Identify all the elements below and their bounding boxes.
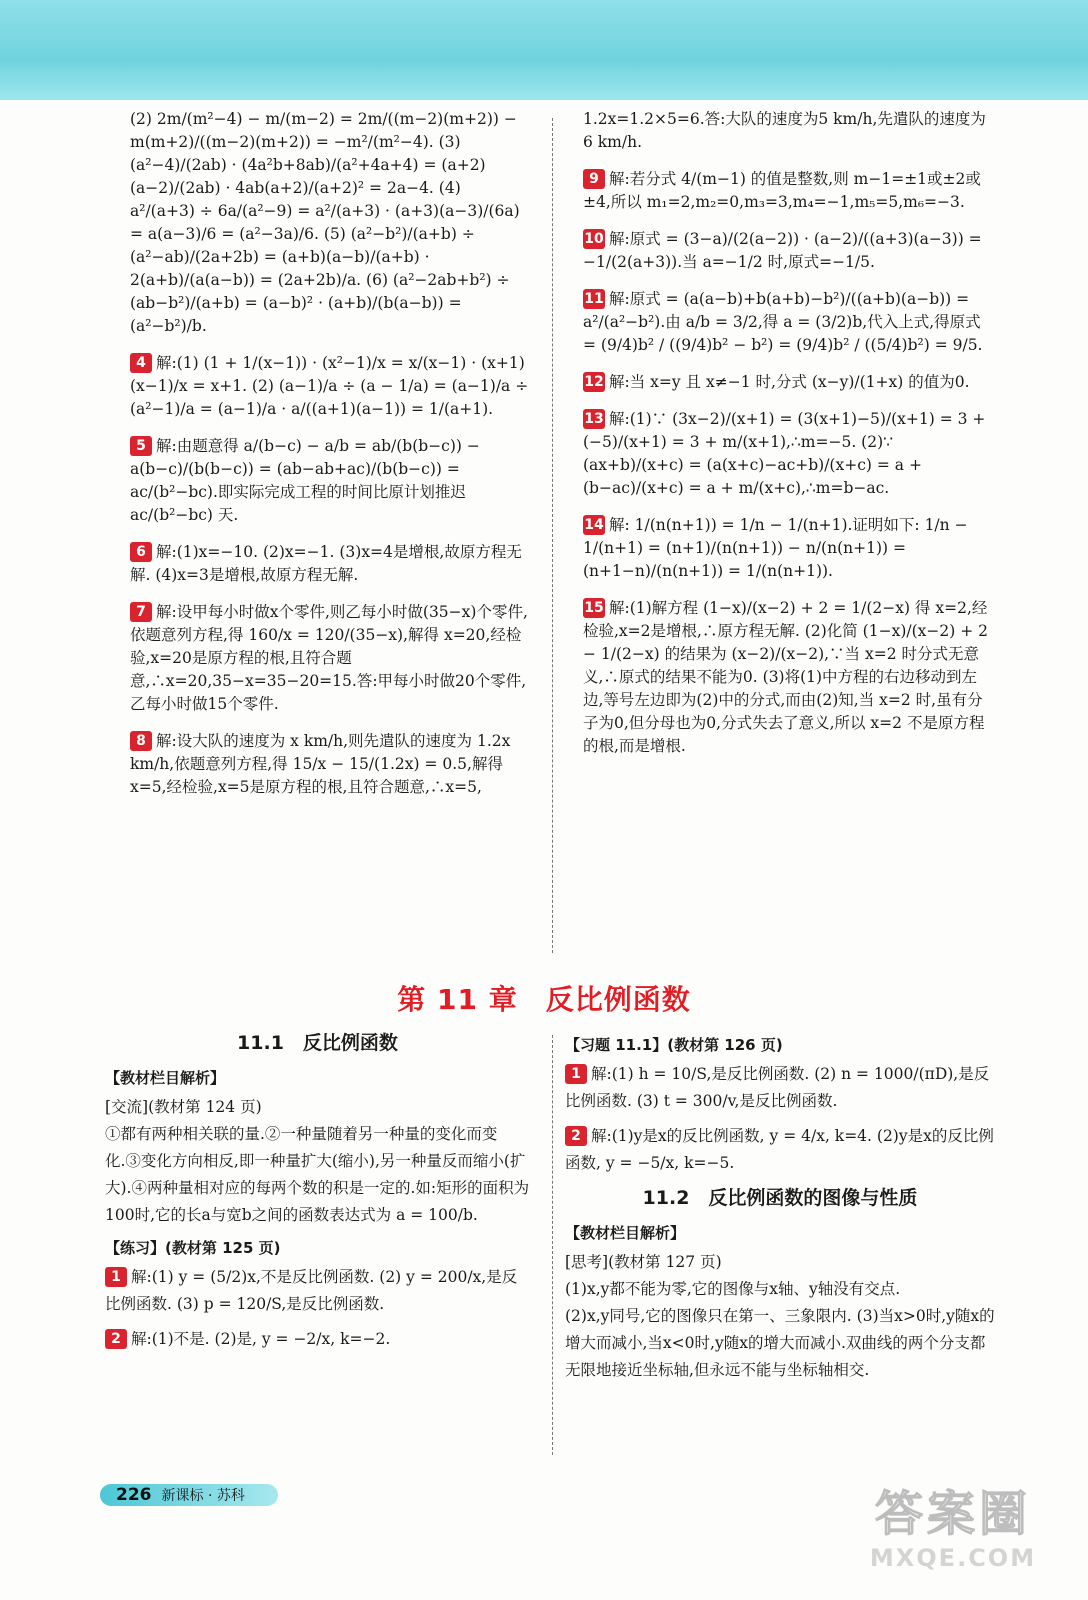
question-number-badge: 6 [130,542,152,562]
answer-text: 解:设大队的速度为 x km/h,则先遣队的速度为 1.2x km/h,依题意列方程,得 15/x − 15/(1.2x) = 0.5,解得 x=5,经检验,x=5是原方程的根,且符合题意,∴x=5, [130,732,511,796]
right-answer-column [583,108,995,772]
answer-text: 解:(1)y是x的反比例函数, y = 4/x, k=4. (2)y是x的反比例函数, y = −5/x, k=−5. [565,1127,994,1172]
question-number-badge: 7 [130,602,152,622]
top-color-band [0,0,1088,100]
answer-text: 解:(1)∵ (3x−2)/(x+1) = (3(x+1)−5)/(x+1) = 3 + (−5)/(x+1) = 3 + m/(x+1),∴m=−5. (2)∵ (ax+b)/(x+c) = (a(x+c)−ac+b)/(x+c) = a + (b−ac)/(x+c) = a + m/(x+c),∴m=b−ac. [583,410,986,497]
think-answer-1: (1)x,y都不能为零,它的图像与x轴、y轴没有交点. [565,1280,901,1298]
answer-item-5 [130,435,530,527]
answer-text: 解:原式 = (a(a−b)+b(a+b)−b²)/((a+b)(a−b)) = a²/(a²−b²).由 a/b = 3/2,得 a = (3/2)b,代入上式,得原式 = (9/4)b² / ((9/4)b² − b²) = (9/4)b² / ((5/4)b²) = 9/5. [583,290,983,354]
answer-text: 1.2x=1.2×5=6.答:大队的速度为5 km/h,先遣队的速度为6 km/h. [583,110,986,151]
watermark-url: MXQE.COM [869,1544,1037,1572]
answer-item-15 [583,597,995,758]
answer-item-10 [583,228,995,274]
answer-text: 解: 1/(n(n+1)) = 1/n − 1/(n+1).证明如下: 1/n − 1/(n+1) = (n+1)/(n(n+1)) − n/(n(n+1)) = (n+1−n)/(n(n+1)) = 1/(n(n+1)). [583,516,968,580]
question-number-badge: 12 [584,374,604,390]
question-number-badge: 9 [583,169,605,189]
answer-text: 解:设甲每小时做x个零件,则乙每小时做(35−x)个零件,依题意列方程,得 160/x = 120/(35−x),解得 x=20,经检验,x=20是原方程的根,且符合题意,∴x=20,35−x=35−20=15.答:甲每小时做20个零件,乙每小时做15个零件. [130,603,528,713]
answer-text: 解:由题意得 a/(b−c) − a/b = ab/(b(b−c)) − a(b−c)/(b(b−c)) = (ab−ab+ac)/(b(b−c)) = ac/(b²−bc).即实际完成工程的时间比原计划推迟 ac/(b²−bc) 天. [130,437,480,524]
question-number-badge: 11 [584,291,604,307]
chapter-heading [0,978,1088,1018]
answer-text: 解:(1)不是. (2)是, y = −2/x, k=−2. [131,1330,391,1348]
question-number-badge: 2 [105,1329,127,1349]
answer-item-13 [583,408,995,500]
chapter-title: 反比例函数 [545,983,691,1016]
watermark-logo-text: 答案圈 [874,1486,1031,1542]
answer-text: 解:原式 = (3−a)/(2(a−2)) · (a−2)/((a+3)(a−3)) = −1/(2(a+3)).当 a=−1/2 时,原式=−1/5. [583,230,982,271]
answer-item-3-cont [130,108,530,338]
think-answer-2: (2)x,y同号,它的图像只在第一、三象限内. (3)当x>0时,y随x的增大而减小,当x<0时,y随x的增大而减小.双曲线的两个分支都无限地接近坐标轴,但永远不能与坐标轴相交. [565,1307,995,1379]
section-heading: 【教材栏目解析】 [565,1224,686,1242]
question-number-badge: 8 [130,731,152,751]
answer-item-6 [130,541,530,587]
answer-text: 解:当 x=y 且 x≠−1 时,分式 (x−y)/(1+x) 的值为0. [609,373,970,391]
question-number-badge: 14 [584,517,604,533]
answer-text: 解:(1) (1 + 1/(x−1)) · (x²−1)/x = x/(x−1) · (x+1)(x−1)/x = x+1. (2) (a−1)/a ÷ (a − 1/a) = (a−1)/a ÷ (a²−1)/a = (a−1)/a · a/((a+1)(a−1)) = 1/(a+1). [130,354,529,418]
column-divider [552,1035,553,1455]
answer-text: 解:若分式 4/(m−1) 的值是整数,则 m−1=±1或±2或±4,所以 m₁=2,m₂=0,m₃=3,m₄=−1,m₅=5,m₆=−3. [583,170,981,211]
exercise-item-1 [565,1061,995,1115]
practice-item-1 [105,1264,530,1318]
page-footer [100,1484,278,1506]
answer-item-9 [583,168,995,214]
answer-item-7 [130,601,530,716]
question-number-badge: 15 [584,600,604,616]
question-number-badge: 1 [105,1267,127,1287]
section-title: 11.1 反比例函数 [237,1032,398,1054]
question-number-badge: 5 [130,436,152,456]
section-11-1 [105,1030,530,1367]
answer-item-8-cont [583,108,995,154]
answer-text: 解:(1) y = (5/2)x,不是反比例函数. (2) y = 200/x,是反比例函数. (3) p = 120/S,是反比例函数. [105,1268,518,1313]
sub-heading: [交流](教材第 124 页) [105,1098,262,1116]
question-number-badge: 1 [565,1064,587,1084]
answer-item-8 [130,730,530,799]
exercise-item-2 [565,1123,995,1177]
question-number-badge: 10 [584,231,604,247]
answer-item-11 [583,288,995,357]
section-heading: 【习题 11.1】(教材第 126 页) [565,1036,783,1054]
site-watermark [848,1485,1058,1585]
answer-item-12 [583,371,995,394]
left-answer-column [130,108,530,813]
sub-heading: [思考](教材第 127 页) [565,1253,722,1271]
exchange-answer: ①都有两种相关联的量.②一种量随着另一种量的变化而变化.③变化方向相反,即一种量扩大(缩小),另一种量反而缩小(扩大).④两种量相对应的每两个数的积是一定的.如:矩形的面积为100时,它的长a与宽b之间的函数表达式为 a = 100/b. [105,1125,530,1224]
section-title: 11.2 反比例函数的图像与性质 [642,1187,918,1209]
section-heading: 【教材栏目解析】 [105,1069,226,1087]
exercise-11-1 [565,1030,995,1384]
answer-text: 解:(1)x=−10. (2)x=−1. (3)x=4是增根,故原方程无解. (4)x=3是增根,故原方程无解. [130,543,522,584]
answer-text: 解:(1) h = 10/S,是反比例函数. (2) n = 1000/(πD),是反比例函数. (3) t = 300/v,是反比例函数. [565,1065,990,1110]
answer-item-4 [130,352,530,421]
answer-text: (2) 2m/(m²−4) − m/(m−2) = 2m/((m−2)(m+2)) − m(m+2)/((m−2)(m+2)) = −m²/(m²−4). (3) (a²−4)/(2ab) · (4a²b+8ab)/(a²+4a+4) = (a+2)(a−2)/(2ab) · 4ab(a+2)/(a+2)² = 2a−4. (4) a²/(a+3) ÷ 6a/(a²−9) = a²/(a+3) · (a+3)(a−3)/(6a) = a(a−3)/6 = (a²−3a)/6. (5) (a²−b²)/(a+b) ÷ (a²−ab)/(2a+2b) = (a+b)(a−b)/(a+b) · 2(a+b)/(a(a−b)) = (2a+2b)/a. (6) (a²−2ab+b²) ÷ (ab−b²)/(a+b) = (a−b)² · (a+b)/(b(a−b)) = (a²−b²)/b. [130,110,520,335]
page-number: 226 [116,1485,152,1505]
chapter-number: 第 11 章 [397,983,518,1016]
question-number-badge: 2 [565,1126,587,1146]
section-heading: 【练习】(教材第 125 页) [105,1239,281,1257]
footer-label: 新课标 · 苏科 [161,1488,245,1504]
question-number-badge: 13 [584,411,604,427]
answer-item-14 [583,514,995,583]
column-divider [552,118,553,953]
practice-item-2 [105,1326,530,1353]
question-number-badge: 4 [130,353,152,373]
answer-text: 解:(1)解方程 (1−x)/(x−2) + 2 = 1/(2−x) 得 x=2,经检验,x=2是增根,∴原方程无解. (2)化简 (1−x)/(x−2) + 2 − 1/(2−x) 的结果为 (x−2)/(x−2),∵当 x=2 时分式无意义,∴原式的结果不能为0. (3)将(1)中方程的右边移动到左边,等号左边即为(2)中的分式,而由(2)知,当 x=2 时,虽有分子为0,但分母也为0,分式失去了意义,所以 x=2 不是原方程的根,而是增根. [583,599,988,755]
